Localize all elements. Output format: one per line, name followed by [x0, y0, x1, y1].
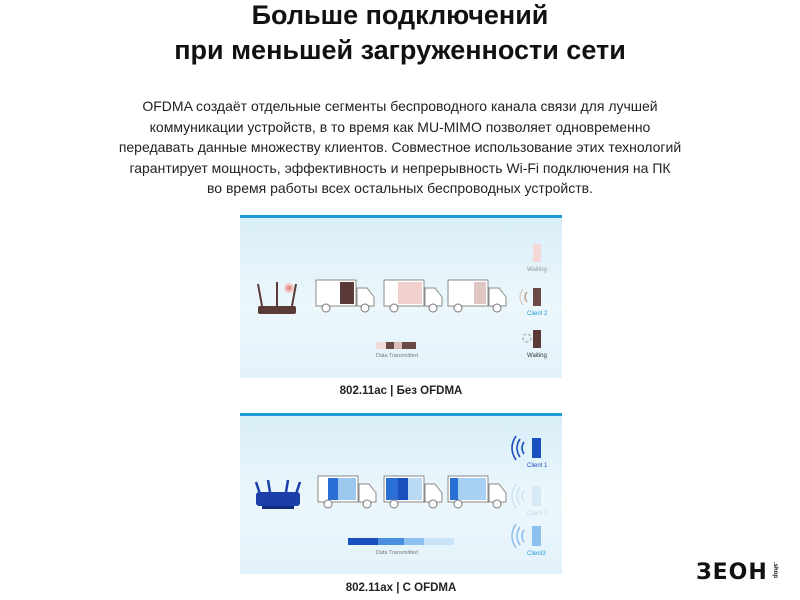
- description-line: во время работы всех остальных беспроводных устройств.: [207, 180, 593, 196]
- page-title-line-1: Больше подключений: [251, 0, 549, 30]
- client-status-label: Client 2: [527, 311, 548, 317]
- description-line: коммуникации устройств, в то время как MU-MIMO позволяет одновременно: [149, 118, 651, 135]
- diagram-802-11ax: [240, 413, 562, 574]
- client-device-icon: [533, 288, 541, 306]
- zeon-logo: ЗЕОН: [696, 560, 768, 585]
- diagram-ac-illustration: [240, 218, 562, 378]
- truck-icon: [384, 476, 442, 508]
- truck-icon: [318, 476, 376, 508]
- client-status-label: Client 1: [527, 463, 548, 469]
- data-transmitted-bar: [376, 342, 416, 349]
- client-status-label: Waiting: [527, 267, 547, 273]
- wifi-signal-icon: [512, 436, 524, 460]
- data-transmitted-bar: [348, 538, 454, 545]
- client-status-label: Client3: [527, 551, 546, 557]
- data-transmitted-label: Data Transmitted: [376, 550, 418, 556]
- diagram-ax-illustration: [240, 416, 562, 574]
- description: [100, 96, 700, 199]
- description-line: передавать данные множеству клиентов. Совместное использование этих технологий: [118, 139, 682, 155]
- truck-icon: [316, 280, 374, 312]
- wifi-signal-icon: [512, 484, 524, 508]
- client-device-icon: [532, 526, 541, 546]
- page-title-line-2: при меньшей загруженности сети: [174, 35, 626, 65]
- description-line: гарантирует мощность, эффективность и непрерывность Wi-Fi подключения на ПК: [129, 159, 671, 176]
- wifi-signal-icon: [512, 524, 524, 548]
- router-icon: [258, 282, 296, 314]
- client-status-label: Client 2: [527, 511, 548, 517]
- truck-icon: [448, 476, 506, 508]
- description-line: OFDMA создаёт отдельные сегменты беспроводного канала связи для лучшей: [142, 98, 658, 114]
- wifi-signal-icon: [520, 289, 527, 305]
- client-device-icon: [533, 330, 541, 348]
- client-status-label: Waiting: [527, 353, 547, 359]
- zeon-logo-sub: .shop: [772, 562, 778, 578]
- diagram-802-11ac: [240, 215, 562, 378]
- client-device-icon: [532, 486, 541, 506]
- truck-icon: [448, 280, 506, 312]
- data-transmitted-label: Data Transmitted: [376, 353, 418, 359]
- diagram-ac-caption: 802.11ac | Без OFDMA: [339, 385, 463, 397]
- loading-icon: [523, 334, 531, 342]
- diagram-ax-caption: 802.11ax | С OFDMA: [345, 582, 457, 594]
- client-device-icon: [532, 438, 541, 458]
- router-icon: [256, 480, 300, 509]
- client-device-icon: [533, 244, 541, 262]
- truck-icon: [384, 280, 442, 312]
